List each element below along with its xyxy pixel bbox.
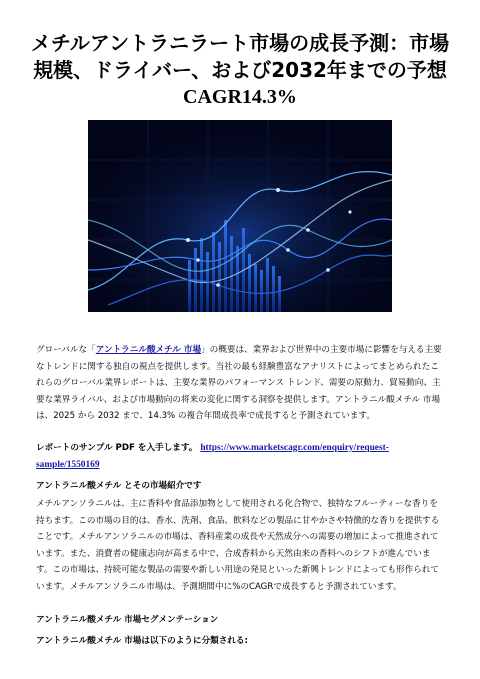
title-line-2: 規模、ドライバー、および2032年までの予想 [33,58,447,82]
title-line-1: メチルアントラニラート市場の成長予測：市場 [30,31,450,55]
sample-request-paragraph [36,440,446,473]
market-link[interactable]: アントラニル酸メチル 市場 [95,345,202,355]
section-heading-segmentation: アントラニル酸メチル 市場セグメンテーション [36,615,219,625]
decorative-chart-graphic [88,120,392,312]
sample-label: レポートのサンプル PDF を入手します。 [36,443,198,453]
title-line-3: CAGR14.3% [183,86,297,108]
introduction-paragraph: メチルアンソラニルは、主に香料や食品添加物として使用される化合物で、独特なフルーティーな香りを持ちます。この市場の目的は、香水、洗剤、食品、飲料などの製品に甘やかさや特徴的な香りを提供することです。メチルアンソラニルの市場は、香料産業の成長や天然成分への需要の増加によって推進されています。また、消費者の健康志向が高まる中で、合成香料から天然由来の香料へのシフトが進んでいます。この市場は、持続可能な製品の需要や新しい用途の発見といった新興トレンドによっても形作られています。メチルアンソラニル市場は、予測期間中に%のCAGRで成長すると予測されています。 [36,499,440,592]
intro-prefix: グローバルな「 [36,345,96,355]
sample-request-link[interactable]: https://www.marketscagr.com/enquiry/request-sample/1550169 [36,443,389,470]
intro-suffix: 」の概要は、業界および世界中の主要市場に影響を与える主要なトレンドに関する独自の視点を提供します。当社の最も経験豊富なアナリストによってまとめられたこれらのグローバル業界レポートは、主要な業界のパフォーマンス トレンド、需要の原動力、貿易動向、主要な業界ライバル、および市場動向の将来の変化に関する洞察を提供します。アントラニル酸メチル 市場は、2025 から 2032 まで、14.3% の複合年間成長率で成長すると予測されています。 [36,345,442,421]
section-heading-introduction: アントラニル酸メチル とその市場紹介です [36,481,202,491]
hero-chart-image [88,120,392,312]
document-title [22,30,458,111]
intro-paragraph [36,342,446,425]
section-heading-classification: アントラニル酸メチル 市場は以下のように分類される: [36,636,248,646]
